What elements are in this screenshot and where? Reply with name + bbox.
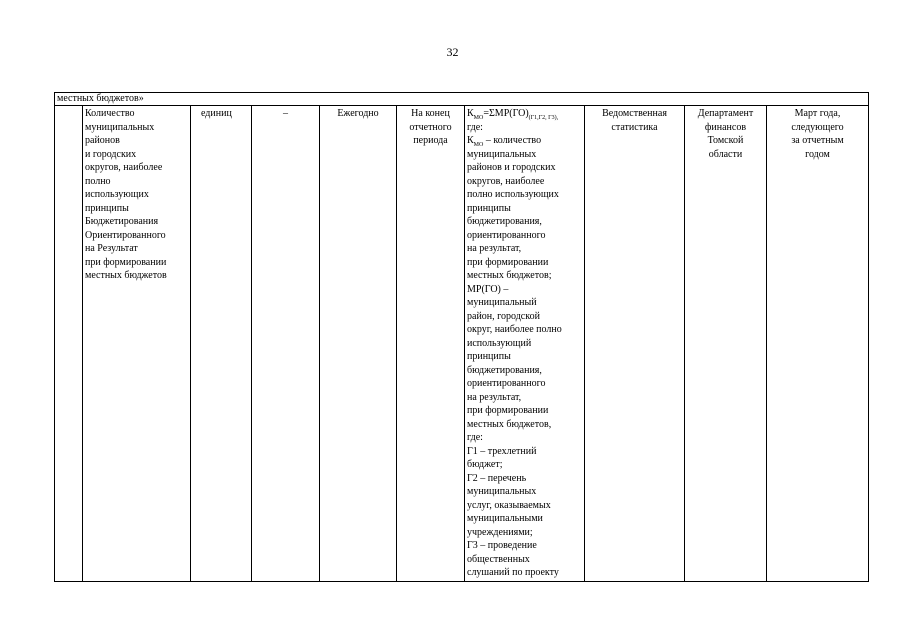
formula-where: где: [467, 121, 483, 133]
responsible-line: финансов [704, 121, 747, 133]
formula-text-line: муниципальный [467, 297, 537, 308]
deadline-line: годом [805, 148, 830, 160]
deadline-line: Март года, [794, 108, 841, 119]
formula-text-line: Г1 – трехлетний [467, 445, 537, 457]
indicator-name-line: полно [85, 175, 111, 187]
formula-text-line: районов и городских [467, 162, 556, 173]
formula-desc: – количество [483, 135, 542, 146]
formula-text-line: Г2 – перечень [467, 472, 527, 484]
formula-line [467, 107, 582, 121]
formula-text-line: округ, наиболее полно [467, 324, 562, 335]
formula-text-line: район, городской [467, 310, 540, 322]
formula-k: К [467, 135, 474, 146]
source-line: Ведомственная [602, 108, 667, 119]
section-title-cell: местных бюджетов» [55, 93, 869, 106]
indicator-name-line: Бюджетирования [85, 216, 159, 227]
formula-text-line: муниципальных [467, 486, 537, 497]
formula-sum: =ΣМР(ГО) [483, 108, 529, 119]
row-number-cell [55, 106, 83, 582]
formula-text-line: местных бюджетов, [467, 418, 552, 430]
formula-text-line: на результат, [467, 391, 522, 403]
formula-text-line: слушаний по проекту [467, 567, 559, 578]
table-row [55, 106, 869, 582]
deadline-line: за отчетным [791, 135, 844, 146]
formula-sub: МО [473, 115, 484, 121]
source-line: статистика [611, 121, 658, 133]
responsible-line: области [708, 148, 743, 160]
time-characteristic-cell [397, 106, 465, 582]
indicator-name-line: муниципальных [85, 121, 155, 133]
formula-text-line: округов, наиболее [467, 175, 545, 187]
formula-text-line: на результат, [467, 243, 522, 254]
indicator-name-line: использующих [85, 189, 149, 200]
periodicity-cell: Ежегодно [320, 106, 397, 582]
formula-text-line: бюджетирования, [467, 216, 542, 227]
formula-text-line: принципы [467, 202, 511, 214]
formula-cell [465, 106, 585, 582]
base-value-cell: – [252, 106, 320, 582]
period-line: периода [413, 135, 448, 146]
formula-text-line: МР(ГО) – [467, 283, 509, 295]
formula-sum-sub: (Г1,Г2, Г3), [528, 115, 559, 121]
formula-k: К [467, 108, 474, 119]
indicator-name-line: при формировании [85, 256, 167, 268]
formula-text-line: муниципальных [467, 148, 537, 160]
formula-text-line: ориентированного [467, 378, 546, 389]
indicator-table [54, 92, 869, 582]
formula-text-line: общественных [467, 553, 530, 565]
data-source-cell [585, 106, 685, 582]
indicator-name-cell [83, 106, 191, 582]
formula-text-line: услуг, оказываемых [467, 499, 551, 511]
indicator-name-line: на Результат [85, 243, 138, 254]
formula-text-line: местных бюджетов; [467, 270, 552, 281]
deadline-line: следующего [791, 121, 844, 133]
period-line: отчетного [409, 121, 452, 133]
formula-text-line: при формировании [467, 256, 549, 268]
formula-text-line: ориентированного [467, 229, 546, 241]
indicator-name-line: округов, наиболее [85, 162, 163, 173]
formula-text-line: использующий [467, 337, 532, 349]
indicator-name-line: местных бюджетов [85, 270, 167, 281]
period-line: На конец [411, 108, 450, 119]
indicator-name-line: Количество [85, 108, 135, 119]
formula-text-line: Г3 – проведение [467, 540, 537, 551]
indicator-name-line: Ориентированного [85, 229, 166, 241]
responsible-cell [685, 106, 767, 582]
responsible-line: Департамент [697, 108, 754, 119]
indicator-name-line: районов [85, 135, 120, 146]
formula-k-desc [467, 134, 582, 148]
formula-text-line: полно использующих [467, 189, 559, 200]
formula-text-line: бюджетирования, [467, 364, 542, 376]
indicator-name-line: и городских [85, 148, 137, 160]
formula-text-line: учреждениями; [467, 526, 533, 538]
formula-text-line: муниципальными [467, 513, 543, 524]
formula-text-line: где: [467, 432, 483, 443]
formula-text-line: бюджет; [467, 459, 503, 470]
responsible-line: Томской [707, 135, 744, 146]
indicator-name-line: принципы [85, 202, 129, 214]
formula-text-line: принципы [467, 351, 511, 362]
unit-cell: единиц [191, 106, 252, 582]
formula-text-line: при формировании [467, 405, 549, 416]
formula-sub: МО [473, 142, 484, 148]
table-header-row [55, 93, 869, 106]
page-number: 32 [446, 45, 459, 59]
deadline-cell [767, 106, 869, 582]
